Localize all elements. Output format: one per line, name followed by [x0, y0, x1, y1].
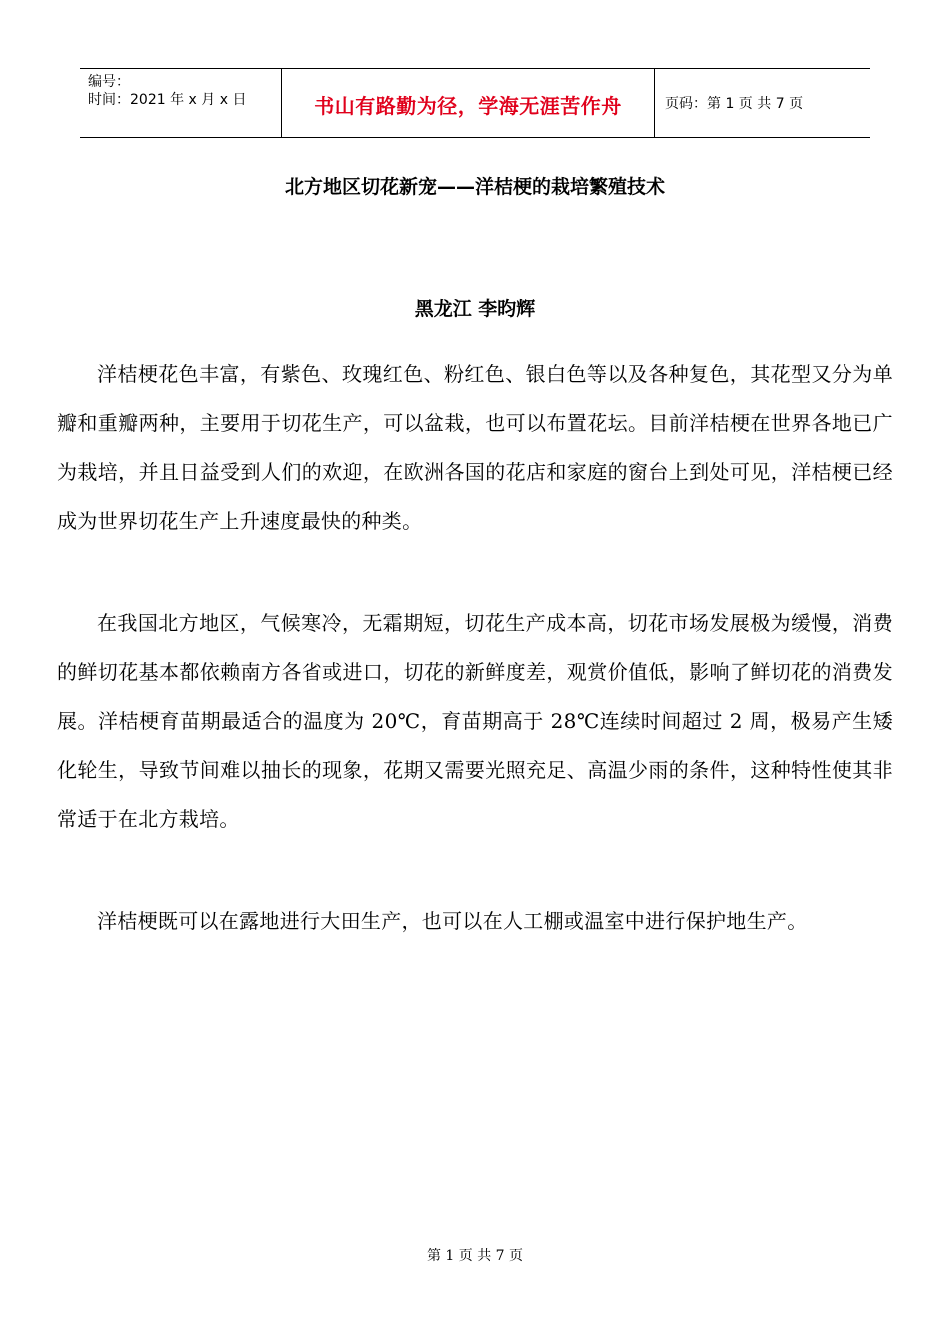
header-meta-cell: [80, 69, 282, 137]
header-page-cell: [655, 69, 870, 137]
motto-text: 书山有路勤为径，学海无涯苦作舟: [314, 93, 622, 118]
body-paragraph: 在我国北方地区，气候寒冷，无霜期短，切花生产成本高，切花市场发展极为缓慢，消费的鲜切花基本都依赖南方各省或进口，切花的新鲜度差，观赏价值低，影响了鲜切花的消费发展。洋桔梗育苗期最适合的温度为 20℃，育苗期高于 28℃连续时间超过 2 周，极易产生矮化轮生，导致节间难以抽长的现象，花期又需要光照充足、高温少雨的条件，这种特性使其非常适于在北方栽培。: [57, 611, 893, 831]
document-author: 黑龙江 李昀辉: [414, 298, 536, 320]
header-table: [80, 68, 870, 138]
body-paragraph: 洋桔梗花色丰富，有紫色、玫瑰红色、粉红色、银白色等以及各种复色，其花型又分为单瓣和重瓣两种，主要用于切花生产，可以盆栽，也可以布置花坛。目前洋桔梗在世界各地已广为栽培，并且日益受到人们的欢迎，在欧洲各国的花店和家庭的窗台上到处可见，洋桔梗已经成为世界切花生产上升速度最快的种类。: [57, 362, 893, 533]
body-paragraph: 洋桔梗既可以在露地进行大田生产，也可以在人工棚或温室中进行保护地生产。: [97, 909, 808, 933]
page-info: 页码：第 1 页 共 7 页: [665, 96, 804, 112]
page-footer: 第 1 页 共 7 页: [426, 1248, 524, 1264]
document-date-label: 时间：2021 年 x 月 x 日: [88, 92, 247, 108]
document-title: 北方地区切花新宠——洋桔梗的栽培繁殖技术: [284, 176, 665, 198]
header-motto-cell: [282, 69, 655, 137]
document-number-label: 编号：: [88, 74, 130, 90]
